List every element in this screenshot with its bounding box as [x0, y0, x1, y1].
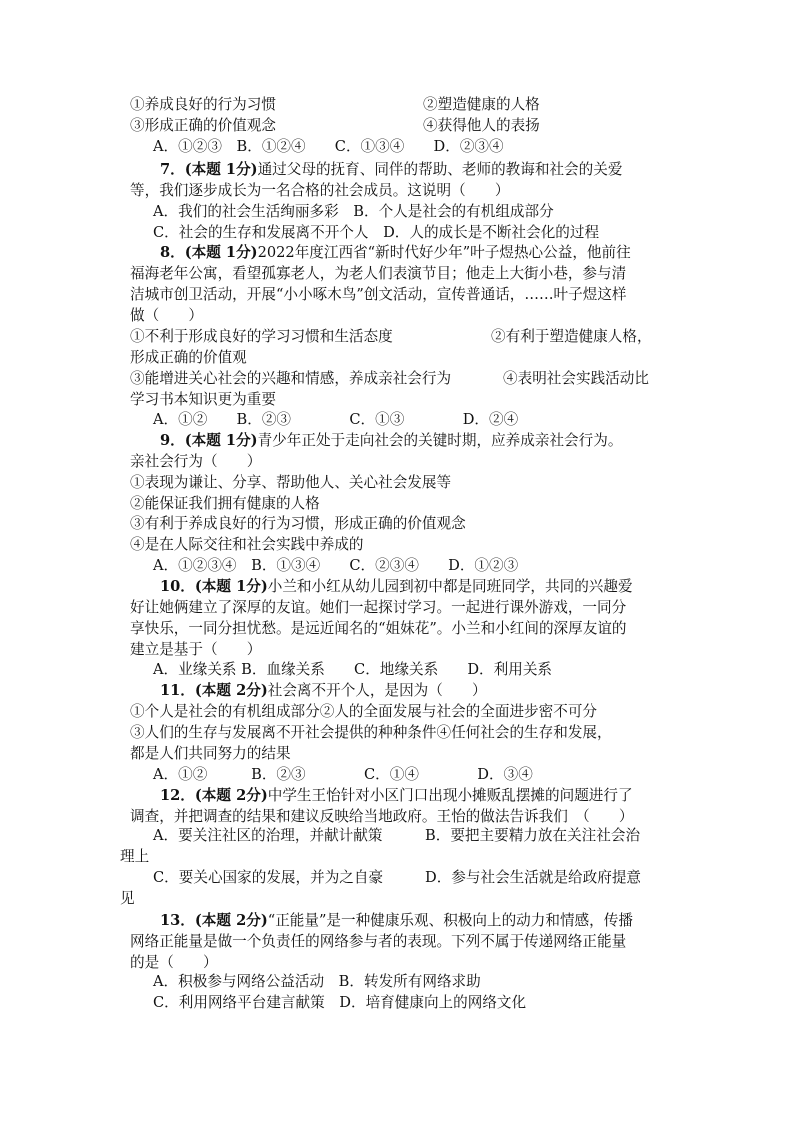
q8-option-4: ④表明社会实践活动比 — [503, 370, 649, 387]
q12-choice-a: A．要关注社区的治理，并献计献策 — [153, 827, 383, 844]
q8-number: 8．(本题 1分) — [160, 244, 258, 261]
q6-option-3: ③形成正确的价值观念 — [130, 117, 276, 134]
q10-stem-line3: 享快乐，一同分担忧愁。是远近闻名的“姐妹花”。小兰和小红间的深厚友谊的 — [130, 620, 627, 637]
q7-choices-ab: A．我们的社会生活绚丽多彩 B．个人是社会的有机组成部分 — [153, 203, 554, 220]
q12-choice-b: B．要把主要精力放在关注社会治 — [425, 827, 641, 844]
q13-stem-line3: 的是（ ） — [130, 954, 218, 971]
q9-option-4: ④是在人际交往和社会实践中养成的 — [130, 536, 364, 553]
q6-option-2: ②塑造健康的人格 — [423, 96, 540, 113]
q8-stem-line1 — [160, 243, 631, 263]
q9-number: 9．(本题 1分) — [160, 432, 258, 449]
q10-stem-text: 小兰和小红从幼儿园到初中都是同班同学，共同的兴趣爱 — [267, 578, 633, 595]
q13-number: 13．(本题 2分) — [160, 912, 268, 929]
q9-stem-line1 — [160, 431, 622, 451]
q9-option-2: ②能保证我们拥有健康的人格 — [130, 495, 320, 512]
q10-choices: A．业缘关系 B．血缘关系 C．地缘关系 D．利用关系 — [153, 661, 553, 678]
q12-number: 12．(本题 2分) — [160, 787, 268, 804]
q9-choices: A．①②③④ B．①③④ C．②③④ D．①②③ — [153, 557, 519, 574]
q13-choices-ab: A．积极参与网络公益活动 B．转发所有网络求助 — [153, 973, 481, 990]
q11-stem-text: 社会离不开个人，是因为（ ） — [267, 682, 487, 699]
q12-stem-text: 中学生王怡针对小区门口出现小摊贩乱摆摊的问题进行了 — [267, 787, 633, 804]
q9-option-1: ①表现为谦让、分享、帮助他人、关心社会发展等 — [130, 474, 452, 491]
q8-option-2: ②有利于塑造健康人格， — [491, 328, 652, 345]
q8-option-2-cont: 形成正确的价值观 — [130, 349, 247, 366]
q7-choices-cd: C．社会的生存和发展离不开个人 D．人的成长是不断社会化的过程 — [153, 224, 600, 241]
q8-stem-line3: 洁城市创卫活动，开展“小小啄木鸟”创文活动，宣传普通话，……叶子煜这样 — [130, 286, 627, 303]
q13-stem-line2: 网络正能量是做一个负责任的网络参与者的表现。下列不属于传递网络正能量 — [130, 933, 627, 950]
q10-number: 10．(本题 1分) — [160, 578, 268, 595]
q9-stem-text: 青少年正处于走向社会的关键时期，应养成亲社会行为。 — [257, 432, 623, 449]
q10-stem-line4: 建立是基于（ ） — [130, 641, 262, 658]
q11-number: 11．(本题 2分) — [160, 682, 268, 699]
q12-choice-c: C．要关心国家的发展，并为之自豪 — [153, 869, 384, 886]
q11-options-1-2: ①个人是社会的有机组成部分②人的全面发展与社会的全面进步密不可分 — [130, 703, 598, 720]
q12-stem-line2: 调查，并把调查的结果和建议反映给当地政府。王怡的做法告诉我们 （ ） — [130, 808, 634, 825]
q10-stem-line1 — [160, 577, 633, 597]
q9-option-3: ③有利于养成良好的行为习惯，形成正确的价值观念 — [130, 515, 466, 532]
q8-option-3: ③能增进关心社会的兴趣和情感，养成亲社会行为 — [130, 370, 452, 387]
q8-stem-line2: 福海老年公寓，看望孤寡老人，为老人们表演节目；他走上大街小巷，参与清 — [130, 265, 627, 282]
q7-stem-line1 — [160, 160, 622, 180]
q6-option-4: ④获得他人的表扬 — [423, 117, 540, 134]
q8-stem-text: 2022年度江西省“新时代好少年”叶子煜热心公益，他前往 — [257, 244, 631, 261]
q11-choices: A．①② B．②③ C．①④ D．③④ — [153, 766, 533, 783]
q13-choices-cd: C．利用网络平台建言献策 D．培育健康向上的网络文化 — [153, 994, 527, 1011]
q11-options-3-4: ③人们的生存与发展离不开社会提供的种种条件④任何社会的生存和发展， — [130, 724, 612, 741]
q12-choice-b-cont: 理上 — [120, 848, 150, 865]
q9-stem-line2: 亲社会行为（ ） — [130, 453, 262, 470]
q12-stem-line1 — [160, 786, 633, 806]
q10-stem-line2: 好让她俩建立了深厚的友谊。她们一起探讨学习。一起进行课外游戏，一同分 — [130, 599, 627, 616]
q13-stem-text: “正能量”是一种健康乐观、积极向上的动力和情感，传播 — [267, 912, 633, 929]
q8-option-1: ①不利于形成良好的学习习惯和生活态度 — [130, 328, 393, 345]
q11-stem-line1 — [160, 681, 487, 701]
q12-choice-d: D．参与社会生活就是给政府提意 — [425, 869, 642, 886]
q13-stem-line1 — [160, 911, 633, 931]
q7-number: 7．(本题 1分) — [160, 161, 258, 178]
q8-option-4-cont: 学习书本知识更为重要 — [130, 391, 276, 408]
q11-option-4-cont: 都是人们共同努力的结果 — [130, 745, 291, 762]
q8-stem-line4: 做（ ） — [130, 307, 203, 324]
q8-choices: A．①② B．②③ C．①③ D．②④ — [153, 411, 519, 428]
q7-stem-line2: 等，我们逐步成长为一名合格的社会成员。这说明（ ） — [130, 182, 510, 199]
q12-choice-d-cont: 见 — [120, 890, 135, 907]
q6-option-1: ①养成良好的行为习惯 — [130, 96, 276, 113]
q7-stem-text: 通过父母的抚育、同伴的帮助、老师的教诲和社会的关爱 — [257, 161, 623, 178]
q6-choices: A．①②③ B．①②④ C．①③④ D．②③④ — [153, 138, 504, 155]
